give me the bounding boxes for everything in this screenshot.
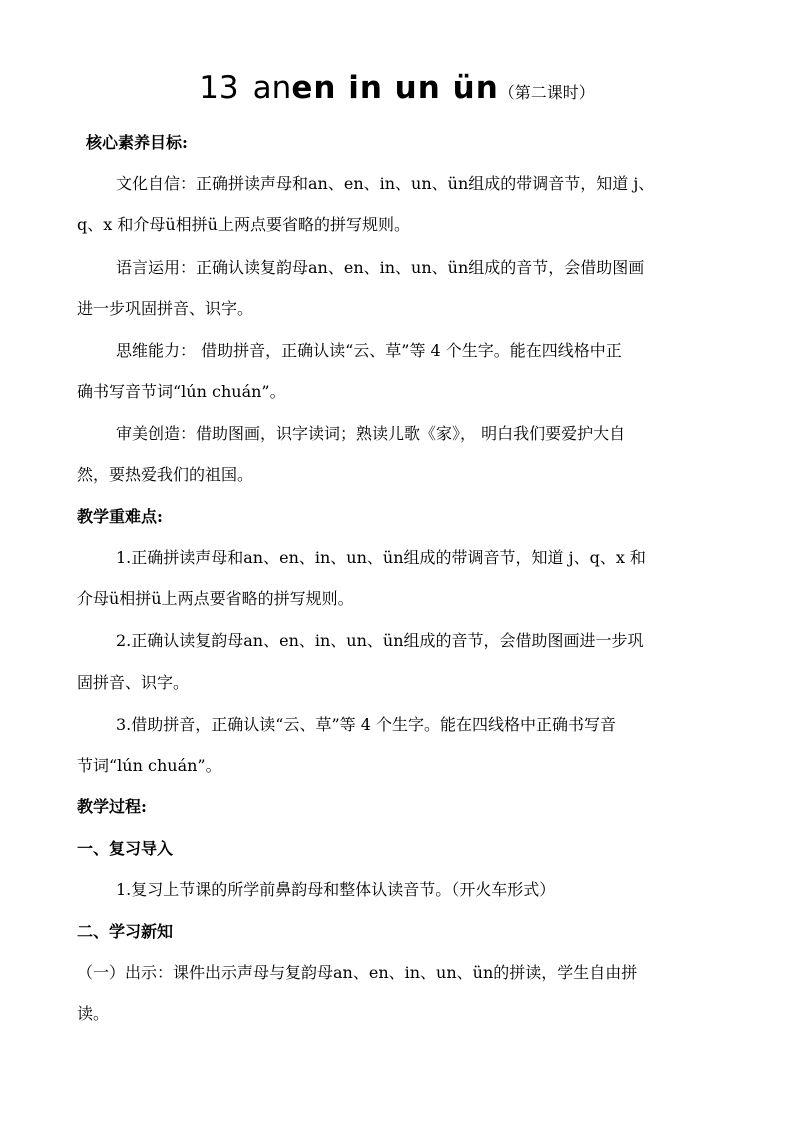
goal-language-line-1: 语言运用：正确认读复韵母an、en、in、un、ün组成的音节，会借助图画 bbox=[116, 258, 645, 277]
section-2-title: 二、学习新知 bbox=[77, 922, 174, 941]
key-point-1-line-1: 1.正确拼读声母和an、en、in、un、ün组成的带调音节，知道 j、q、x 和 bbox=[116, 548, 646, 567]
key-point-3-line-2: 节词“lún chuán”。 bbox=[77, 756, 222, 775]
key-points-heading: 教学重难点: bbox=[77, 507, 163, 526]
goal-thinking-line-1: 思维能力： 借助拼音，正确认读“云、草”等 4 个生字。能在四线格中正 bbox=[116, 341, 622, 360]
title-syllable-an: an bbox=[252, 70, 292, 106]
goal-thinking-line-2: 确书写音节词“lún chuán”。 bbox=[77, 382, 286, 401]
goal-aesthetic-line-1: 审美创造：借助图画，识字读词；熟读儿歌《家》， 明白我们要爱护大自 bbox=[116, 424, 626, 443]
lesson-number: 13 bbox=[199, 70, 239, 106]
goal-aesthetic-line-2: 然，要热爱我们的祖国。 bbox=[77, 465, 254, 484]
section-2-item-1-line-2: 读。 bbox=[77, 1004, 110, 1023]
goal-language-line-2: 进一步巩固拼音、识字。 bbox=[77, 299, 254, 318]
title-syllables: en in un ün bbox=[291, 70, 499, 106]
key-point-2-line-1: 2.正确认读复韵母an、en、in、un、ün组成的音节，会借助图画进一步巩 bbox=[116, 631, 644, 650]
goals-heading: 核心素养目标: bbox=[86, 133, 188, 152]
key-point-3-line-1: 3.借助拼音，正确认读“云、草”等 4 个生字。能在四线格中正确书写音 bbox=[116, 715, 616, 734]
section-2-item-1-line-1: （一）出示：课件出示声母与复韵母an、en、in、un、ün的拼读，学生自由拼 bbox=[77, 963, 638, 982]
key-point-2-line-2: 固拼音、识字。 bbox=[77, 673, 190, 692]
key-point-1-line-2: 介母ü相拼ü上两点要省略的拼写规则。 bbox=[77, 589, 354, 608]
lesson-period: （第二课时） bbox=[498, 83, 595, 102]
goal-culture-line-2: q、x 和介母ü相拼ü上两点要省略的拼写规则。 bbox=[77, 215, 410, 234]
section-1-title: 一、复习导入 bbox=[77, 839, 174, 858]
lesson-title bbox=[0, 70, 794, 106]
process-heading: 教学过程: bbox=[77, 797, 147, 816]
section-1-item-1: 1.复习上节课的所学前鼻韵母和整体认读音节。（开火车形式） bbox=[116, 880, 556, 899]
goal-culture-line-1: 文化自信：正确拼读声母和an、en、in、un、ün组成的带调音节，知道 j、 bbox=[116, 174, 655, 193]
